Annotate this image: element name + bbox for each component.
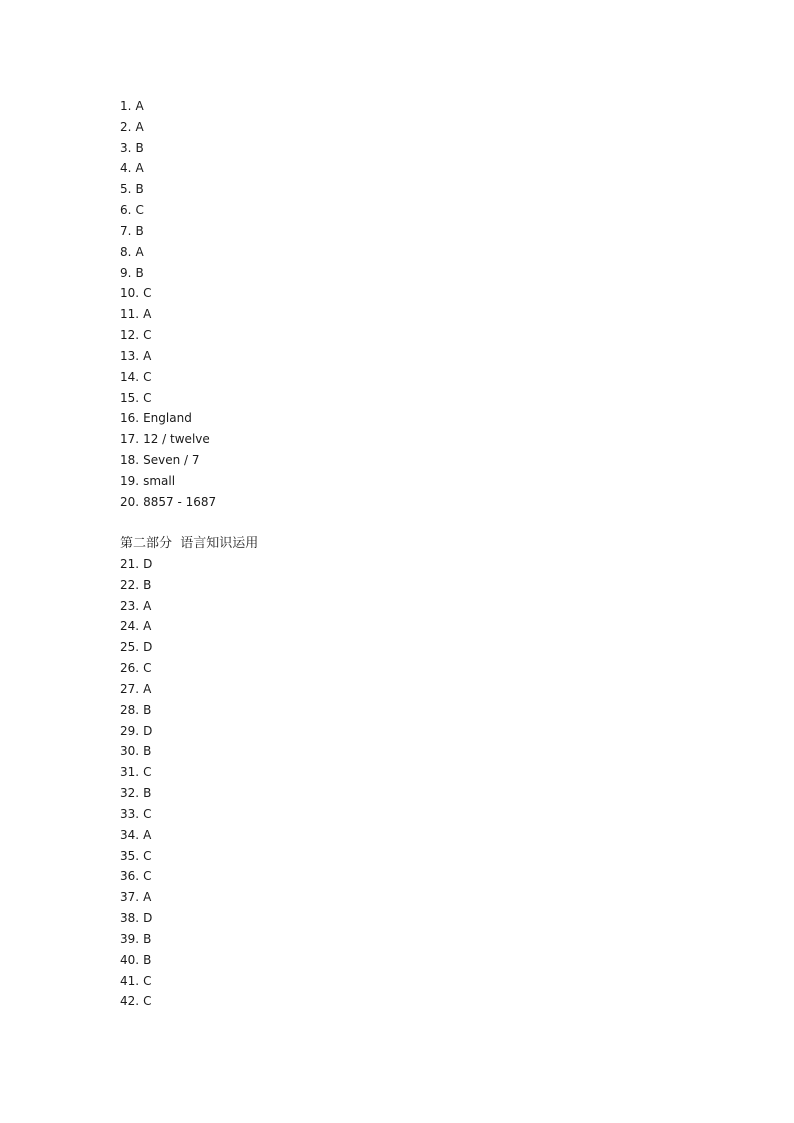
question-number: 6. xyxy=(120,203,132,218)
answer-value: A xyxy=(135,161,144,176)
section-heading-part2: 第二部分 语言知识运用 xyxy=(120,536,259,551)
question-number: 21. xyxy=(120,557,140,571)
question-number: 11. xyxy=(120,307,140,322)
question-number: 28. xyxy=(120,702,140,717)
question-number: 7. xyxy=(120,223,132,238)
answer-item xyxy=(120,429,216,450)
answer-item xyxy=(120,388,216,409)
answer-value: C xyxy=(143,369,152,384)
answer-item xyxy=(120,825,152,846)
answer-value: C xyxy=(143,765,152,780)
answer-value: small xyxy=(143,473,176,488)
question-number: 15. xyxy=(120,390,140,405)
question-number: 16. xyxy=(120,411,140,426)
answer-item xyxy=(120,637,152,658)
answer-item xyxy=(120,200,216,221)
question-number: 36. xyxy=(120,869,140,884)
answer-value: C xyxy=(143,994,152,1009)
answer-item xyxy=(120,887,152,908)
answer-item xyxy=(120,575,152,596)
question-number: 1. xyxy=(120,99,132,113)
question-number: 12. xyxy=(120,328,140,343)
answer-value: D xyxy=(143,723,153,738)
answer-item xyxy=(120,492,216,513)
answer-value: 12 / twelve xyxy=(143,432,210,447)
answer-item xyxy=(120,783,152,804)
question-number: 14. xyxy=(120,369,140,384)
question-number: 17. xyxy=(120,432,140,447)
answer-item xyxy=(120,991,152,1012)
answer-value: 8857 - 1687 xyxy=(143,494,217,509)
answer-item xyxy=(120,616,152,637)
answer-item xyxy=(120,117,216,138)
question-number: 42. xyxy=(120,994,140,1009)
answer-value: A xyxy=(143,307,152,322)
answer-value: B xyxy=(135,223,144,238)
answer-value: D xyxy=(143,640,153,655)
question-number: 9. xyxy=(120,265,132,280)
answer-value: England xyxy=(143,411,192,426)
answer-item xyxy=(120,700,152,721)
answer-item xyxy=(120,283,216,304)
question-number: 34. xyxy=(120,827,140,842)
question-number: 20. xyxy=(120,494,140,509)
answer-item xyxy=(120,741,152,762)
question-number: 22. xyxy=(120,577,140,592)
question-number: 5. xyxy=(120,182,132,197)
answer-item xyxy=(120,221,216,242)
answer-item xyxy=(120,325,216,346)
answer-value: A xyxy=(135,99,144,113)
answer-item xyxy=(120,158,216,179)
question-number: 39. xyxy=(120,931,140,946)
answer-item xyxy=(120,367,216,388)
question-number: 38. xyxy=(120,911,140,926)
answer-item xyxy=(120,471,216,492)
answer-value: A xyxy=(143,598,152,613)
answer-item xyxy=(120,658,152,679)
answer-item xyxy=(120,346,216,367)
question-number: 31. xyxy=(120,765,140,780)
question-number: 41. xyxy=(120,973,140,988)
question-number: 4. xyxy=(120,161,132,176)
answer-value: A xyxy=(143,348,152,363)
answer-item xyxy=(120,804,152,825)
question-number: 23. xyxy=(120,598,140,613)
answer-value: D xyxy=(143,557,153,571)
answer-value: B xyxy=(143,702,152,717)
answer-value: C xyxy=(143,286,152,301)
answer-item xyxy=(120,304,216,325)
answer-item xyxy=(120,263,216,284)
question-number: 13. xyxy=(120,348,140,363)
answer-item xyxy=(120,846,152,867)
answer-item xyxy=(120,721,152,742)
answer-value: B xyxy=(143,577,152,592)
answer-value: Seven / 7 xyxy=(143,453,200,468)
answer-item xyxy=(120,596,152,617)
answer-value: A xyxy=(143,681,152,696)
answer-item xyxy=(120,971,152,992)
answer-item xyxy=(120,929,152,950)
answer-value: C xyxy=(143,661,152,676)
question-number: 29. xyxy=(120,723,140,738)
question-number: 2. xyxy=(120,119,132,134)
answer-item xyxy=(120,408,216,429)
question-number: 33. xyxy=(120,806,140,821)
answer-value: A xyxy=(135,119,144,134)
answer-item xyxy=(120,242,216,263)
answer-item xyxy=(120,179,216,200)
answer-value: B xyxy=(135,265,144,280)
answer-value: D xyxy=(143,911,153,926)
answer-list-part2 xyxy=(120,554,152,1012)
answer-value: C xyxy=(143,869,152,884)
answer-value: A xyxy=(143,827,152,842)
question-number: 3. xyxy=(120,140,132,155)
answer-value: C xyxy=(135,203,144,218)
answer-item xyxy=(120,679,152,700)
answer-value: B xyxy=(143,931,152,946)
answer-value: C xyxy=(143,973,152,988)
question-number: 25. xyxy=(120,640,140,655)
answer-value: A xyxy=(143,890,152,905)
question-number: 19. xyxy=(120,473,140,488)
answer-value: A xyxy=(143,619,152,634)
answer-value: C xyxy=(143,390,152,405)
answer-value: B xyxy=(135,182,144,197)
answer-item xyxy=(120,450,216,471)
question-number: 18. xyxy=(120,453,140,468)
answer-value: B xyxy=(143,786,152,801)
question-number: 37. xyxy=(120,890,140,905)
answer-value: B xyxy=(143,952,152,967)
answer-value: A xyxy=(135,244,144,259)
question-number: 35. xyxy=(120,848,140,863)
answer-item xyxy=(120,554,152,575)
answer-item xyxy=(120,762,152,783)
question-number: 24. xyxy=(120,619,140,634)
answer-value: B xyxy=(135,140,144,155)
answer-item xyxy=(120,908,152,929)
question-number: 40. xyxy=(120,952,140,967)
answer-item xyxy=(120,138,216,159)
question-number: 27. xyxy=(120,681,140,696)
question-number: 10. xyxy=(120,286,140,301)
answer-list-part1 xyxy=(120,96,216,513)
answer-item xyxy=(120,96,216,117)
question-number: 26. xyxy=(120,661,140,676)
answer-item xyxy=(120,950,152,971)
question-number: 30. xyxy=(120,744,140,759)
question-number: 32. xyxy=(120,786,140,801)
answer-item xyxy=(120,866,152,887)
answer-value: C xyxy=(143,806,152,821)
answer-value: C xyxy=(143,848,152,863)
question-number: 8. xyxy=(120,244,132,259)
answer-value: B xyxy=(143,744,152,759)
answer-value: C xyxy=(143,328,152,343)
